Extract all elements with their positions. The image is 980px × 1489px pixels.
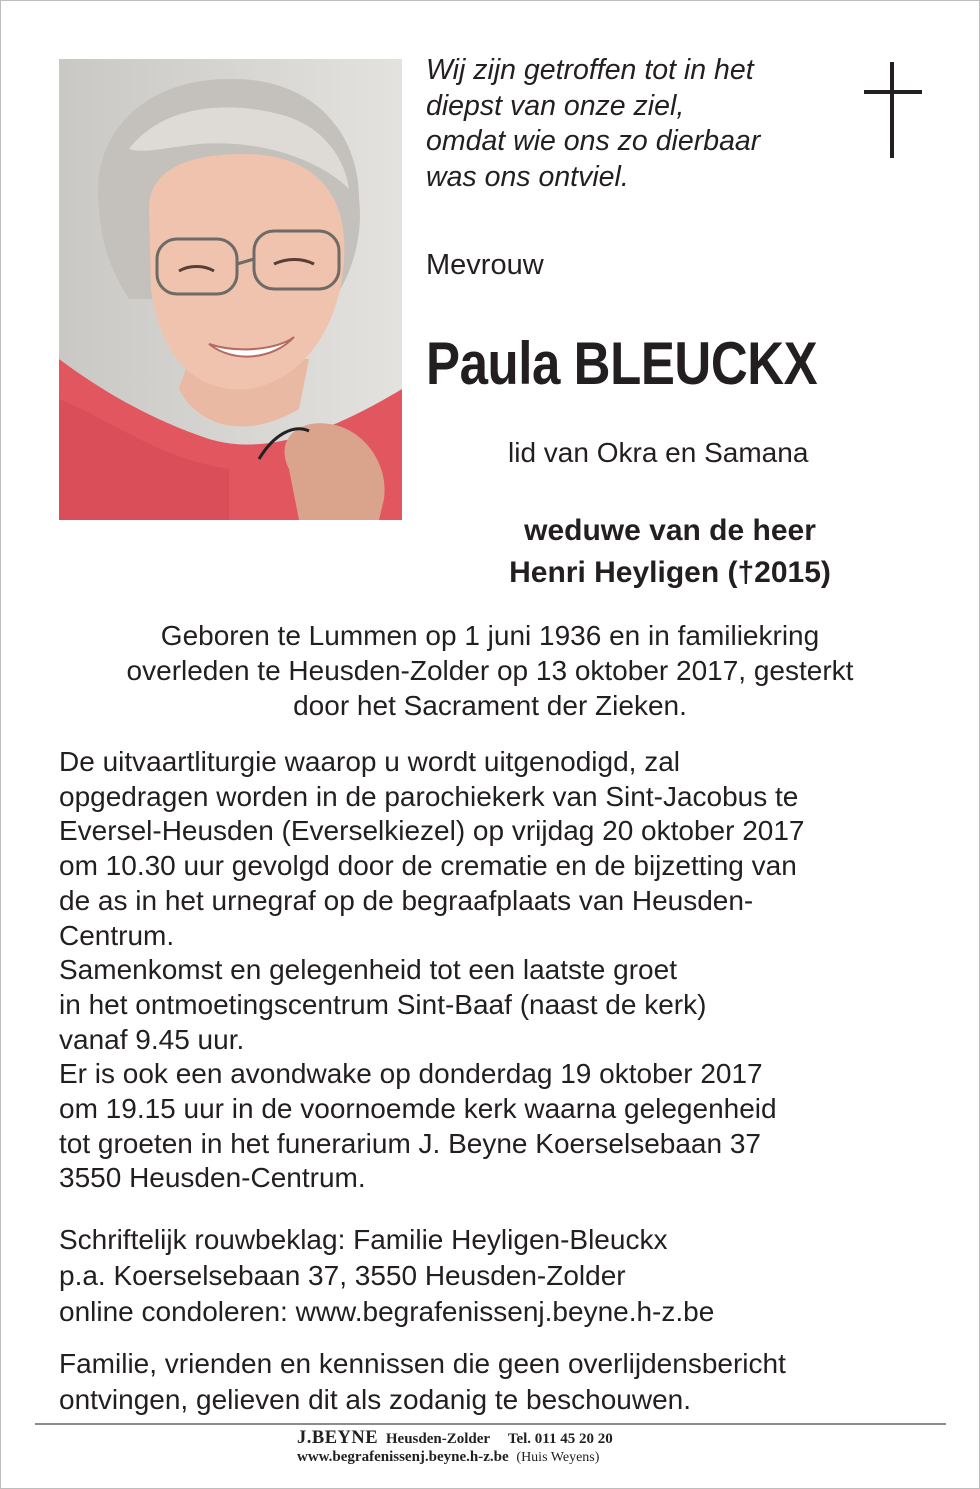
text-line: in het ontmoetingscentrum Sint-Baaf (naast de kerk) <box>59 988 707 1020</box>
funeral-home-location: Heusden-Zolder <box>385 1431 491 1447</box>
text-line: vanaf 9.45 uur. <box>59 1023 245 1055</box>
widow-line: weduwe van de heer <box>524 514 816 547</box>
text-line: Eversel-Heusden (Everselkiezel) op vrijdag 20 oktober 2017 <box>59 815 805 847</box>
contact-paragraph <box>59 1222 939 1330</box>
memorial-poem <box>426 53 846 195</box>
text-line: tot groeten in het funerarium J. Beyne Koerselsebaan 37 <box>59 1127 761 1159</box>
text-line: ontvingen, gelieven dit als zodanig te beschouwen. <box>59 1383 691 1415</box>
widow-line: Henri Heyligen (†2015) <box>509 556 831 589</box>
text-line: Familie, vrienden en kennissen die geen overlijdensbericht <box>59 1348 786 1379</box>
text-line: om 19.15 uur in de voornoemde kerk waarna gelegenheid <box>59 1093 777 1125</box>
poem-line: was ons ontviel. <box>426 160 629 193</box>
deceased-name: Paula BLEUCKX <box>426 330 818 397</box>
cross-icon <box>864 62 922 158</box>
text-line: overleden te Heusden-Zolder op 13 oktober 2017, gesterkt <box>126 655 854 686</box>
funeral-home-phone: Tel. 011 45 20 20 <box>507 1431 613 1447</box>
membership-text: lid van Okra en Samana <box>508 437 809 468</box>
text-line: om 10.30 uur gevolgd door de crematie en de bijzetting van <box>59 850 797 882</box>
poem-line: diepst van onze ziel, <box>426 89 685 122</box>
funeral-home-house: (Huis Weyens) <box>516 1450 600 1465</box>
funeral-paragraph <box>59 745 939 1196</box>
text-line: online condoleren: www.begrafenissenj.beyne.h-z.be <box>59 1296 715 1327</box>
text-line: Samenkomst en gelegenheid tot een laatste groet <box>59 954 677 986</box>
salutation: Mevrouw <box>426 249 544 281</box>
funeral-home-footer <box>297 1429 817 1467</box>
birth-death-paragraph <box>40 618 940 723</box>
text-line: de as in het urnegraf op de begraafplaats van Heusden- <box>59 884 754 916</box>
family-note <box>59 1346 939 1417</box>
poem-line: omdat wie ons zo dierbaar <box>426 125 761 157</box>
text-line: 3550 Heusden-Centrum. <box>59 1162 366 1194</box>
portrait-photo <box>59 59 402 520</box>
funeral-home-brand: J.BEYNE <box>297 1428 379 1448</box>
text-line: door het Sacrament der Zieken. <box>293 690 687 721</box>
text-line: Geboren te Lummen op 1 juni 1936 en in familiekring <box>160 620 820 651</box>
text-line: p.a. Koerselsebaan 37, 3550 Heusden-Zolder <box>59 1260 626 1291</box>
poem-line: Wij zijn getroffen tot in het <box>426 54 754 86</box>
portrait-illustration <box>59 59 402 520</box>
text-line: Er is ook een avondwake op donderdag 19 oktober 2017 <box>59 1058 763 1090</box>
text-line: De uitvaartliturgie waarop u wordt uitgenodigd, zal <box>59 746 681 777</box>
text-line: opgedragen worden in de parochiekerk van Sint-Jacobus te <box>59 780 799 812</box>
text-line: Schriftelijk rouwbeklag: Familie Heyligen-Bleuckx <box>59 1224 668 1255</box>
text-line: Centrum. <box>59 919 175 951</box>
funeral-home-website: www.begrafenissenj.beyne.h-z.be <box>297 1449 509 1465</box>
widow-of <box>445 510 895 594</box>
footer-divider <box>35 1423 946 1425</box>
